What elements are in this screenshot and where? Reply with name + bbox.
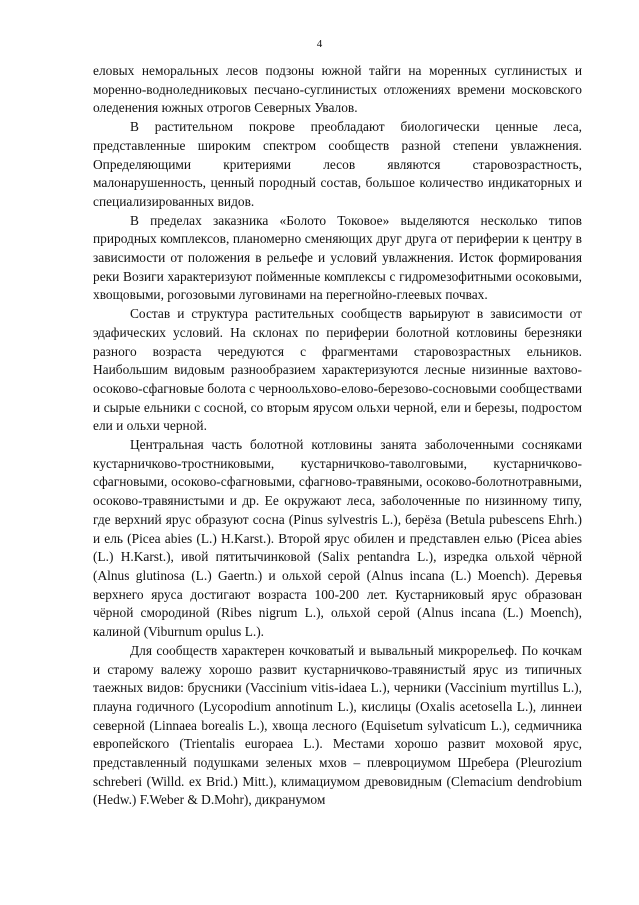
paragraph-3: В пределах заказника «Болото Токовое» выделяются несколько типов природных комплексов, планомерно сменяющих друг друга от периферии к центру в зависимости от положения в рельефе и условий увлажнения. Исток формирования реки Возиги характеризуют пойменные комплексы с гидромезофитными осоковыми, хвощовыми, рогозовыми луговинами на перегнойно-глеевых почвах.	[93, 212, 582, 303]
document-body	[93, 62, 582, 810]
paragraph-4: Состав и структура растительных сообществ варьируют в зависимости от эдафических условий. На склонах по периферии болотной котловины березняки разного возраста чередуются с фрагментами старовозрастных ельников. Наибольшим видовым разнообразием характеризуются лесные низинные вахтово-осоково-сфагновые болота с черноольхово-елово-березово-сосновыми сообществами и сырые ельники с сосной, со вторым ярусом ольхи черной, ели и березы, подростом ели и ольхи черной.	[93, 306, 582, 434]
paragraph-2: В растительном покрове преобладают биологически ценные леса, представленные широким спектром сообществ разной степени увлажнения. Определяющими критериями лесов являются старовозрастность, малонарушенность, ценный породный состав, большое количество индикаторных и специализированных видов.	[93, 119, 582, 209]
paragraph-1: еловых неморальных лесов подзоны южной тайги на моренных суглинистых и моренно-водноледниковых песчано-суглинистых отложениях времени московского оледенения южных отрогов Северных Увалов.	[93, 63, 582, 116]
page-number: 4	[316, 38, 323, 50]
paragraph-6: Для сообществ характерен кочковатый и вывальный микрорельеф. По кочкам и старому валежу хорошо развит кустарничково-травянистый ярус из типичных таежных видов: брусники (Vaccinium vitis-idaea L.), черники (Vaccinium myrtillus L.), плауна годичного (Lycopodium annotinum L.), кислицы (Oxalis acetosella L.), линнеи северной (Linnaea borealis L.), хвоща лесного (Equisetum sylvaticum L.), седмичника европейского (Trientalis europaea L.). Местами хорошо развит моховой ярус, представленный подушками зеленых мхов – плевроциумом Шребера (Pleurozium schreberi (Willd. ex Brid.) Mitt.), климациумом древовидным (Clemacium dendrobium (Hedw.) F.Weber & D.Mohr), дикранумом	[93, 642, 582, 808]
paragraph-5: Центральная часть болотной котловины занята заболоченными сосняками кустарничково-тростниковыми, кустарничково-таволговыми, кустарничково-сфагновыми, осоково-сфагновыми, сфагново-травяными, осоково-болотнотравными, осоково-травянистыми и др. Ее окружают леса, заболоченные по низинному типу, где верхний ярус образуют сосна (Pinus sylvestris L.), берёза (Betula pubescens Ehrh.) и ель (Picea abies (L.) H.Karst.). Второй ярус обилен и представлен елью (Picea abies (L.) H.Karst.), ивой пятитычинковой (Salix pentandra L.), изредка ольхой чёрной (Alnus glutinosa (L.) Gaertn.) и ольхой серой (Alnus incana (L.) Moench). Деревья верхнего яруса достигают возраста 100-200 лет. Кустарниковый ярус образован чёрной смородиной (Ribes nigrum L.), ольхой серой (Alnus incana (L.) Moench), калиной (Viburnum opulus L.).	[93, 437, 582, 640]
